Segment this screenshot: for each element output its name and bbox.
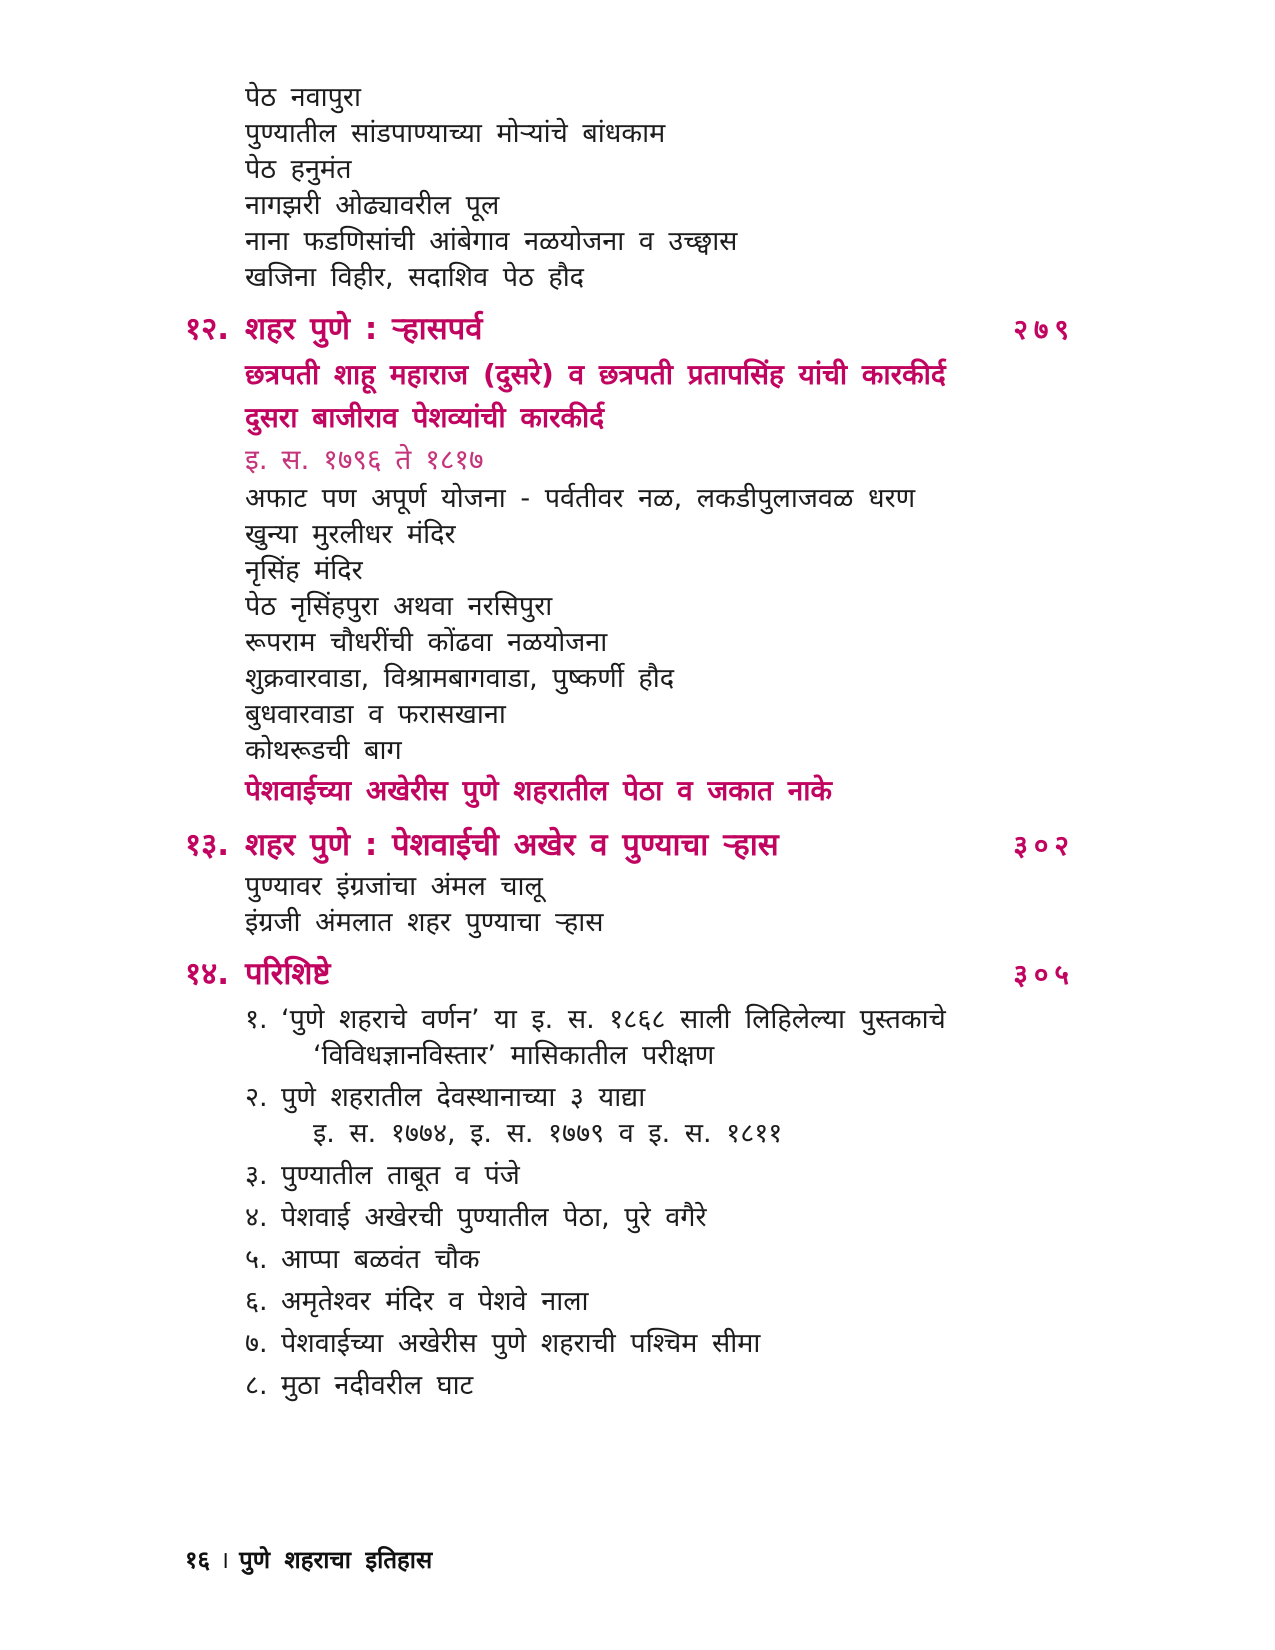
- chapter-heading-12: [185, 306, 1075, 353]
- appendix-item-number: ७.: [245, 1328, 268, 1359]
- appendix-item-number: १.: [245, 1004, 268, 1035]
- chapter-heading-14: [185, 951, 1075, 998]
- appendix-item-text: आप्पा बळवंत चौक: [281, 1244, 480, 1275]
- chapter-number: १४.: [185, 956, 230, 992]
- toc-sub-item: नृसिंह मंदिर: [245, 555, 363, 586]
- appendix-item-text: अमृतेश्वर मंदिर व पेशवे नाला: [281, 1286, 589, 1317]
- toc-sub-item: इ. स. १७९६ ते १८१७: [245, 443, 484, 476]
- toc-sub-item: दुसरा बाजीराव पेशव्यांची कारकीर्द: [245, 401, 605, 434]
- chapter-13-items: [185, 869, 1075, 941]
- chapter-page-number: ३०२: [1013, 829, 1075, 862]
- appendix-item-text: पेशवाई अखेरची पुण्यातील पेठा, पुरे वगैरे: [281, 1202, 707, 1233]
- toc-sub-item: कोथरूडची बाग: [245, 735, 402, 766]
- toc-sub-item: इंग्रजी अंमलात शहर पुण्याचा ऱ्हास: [245, 907, 604, 938]
- page-footer: [185, 1543, 432, 1576]
- toc-sub-item: रूपराम चौधरींची कोंढवा नळयोजना: [245, 627, 608, 658]
- appendix-item-text: इ. स. १७७४, इ. स. १७७९ व इ. स. १८११: [313, 1118, 783, 1149]
- appendix-item-number: २.: [245, 1082, 268, 1113]
- chapter-number: १२.: [185, 311, 230, 347]
- appendix-item: [185, 1200, 1075, 1236]
- appendix-item: [185, 1080, 1075, 1152]
- appendix-item: [185, 1158, 1075, 1194]
- chapter-number: १३.: [185, 827, 230, 863]
- toc-intro-list: [185, 80, 1075, 296]
- appendix-item: [185, 1326, 1075, 1362]
- toc-sub-item: पेशवाईच्या अखेरीस पुणे शहरातील पेठा व जकात नाके: [245, 774, 832, 807]
- appendix-item-text: पुणे शहरातील देवस्थानाच्या ३ याद्या: [281, 1082, 646, 1113]
- appendix-item-number: ५.: [245, 1244, 268, 1275]
- toc-sub-item: पुण्यावर इंग्रजांचा अंमल चालू: [245, 871, 543, 902]
- toc-sub-item: पेठ नृसिंहपुरा अथवा नरसिपुरा: [245, 591, 553, 622]
- chapter-12-items: [185, 353, 1075, 812]
- toc-sub-item: पुण्यातील सांडपाण्याच्या मोऱ्यांचे बांधकाम: [245, 118, 666, 149]
- footer-book-title: पुणे शहराचा इतिहास: [239, 1546, 433, 1574]
- appendix-item-text: मुठा नदीवरील घाट: [281, 1370, 474, 1401]
- chapter-title: शहर पुणे : ऱ्हासपर्व: [245, 311, 483, 347]
- appendix-item-number: ६.: [245, 1286, 268, 1317]
- chapter-title: परिशिष्टे: [245, 956, 331, 992]
- appendix-item-number: ४.: [245, 1202, 268, 1233]
- appendix-item-text: पेशवाईच्या अखेरीस पुणे शहराची पश्चिम सीमा: [281, 1328, 761, 1359]
- appendix-item: [185, 1242, 1075, 1278]
- toc-sub-item: नाना फडणिसांची आंबेगाव नळयोजना व उच्छ्वास: [245, 226, 738, 257]
- toc-sub-item: पेठ हनुमंत: [245, 154, 352, 185]
- chapter-page-number: २७९: [1013, 313, 1075, 346]
- appendix-item-number: ३.: [245, 1160, 268, 1191]
- toc-sub-item: बुधवारवाडा व फरासखाना: [245, 699, 506, 730]
- appendix-item: [185, 1368, 1075, 1404]
- toc-sub-item: छत्रपती शाहू महाराज (दुसरे) व छत्रपती प्रतापसिंह यांची कारकीर्द: [245, 358, 946, 391]
- appendix-item-text: पुण्यातील ताबूत व पंजे: [281, 1160, 520, 1191]
- appendix-item: [185, 1002, 1075, 1074]
- toc-sub-item: खुन्या मुरलीधर मंदिर: [245, 519, 456, 550]
- appendix-item: [185, 1284, 1075, 1320]
- footer-page-number: १६: [185, 1546, 210, 1574]
- toc-page: [185, 80, 1075, 1410]
- toc-sub-item: खजिना विहीर, सदाशिव पेठ हौद: [245, 262, 585, 293]
- appendix-item-text: ‘पुणे शहराचे वर्णन’ या इ. स. १८६८ साली लिहिलेल्या पुस्तकाचे: [281, 1004, 946, 1035]
- chapter-page-number: ३०५: [1013, 958, 1075, 991]
- footer-separator: ।: [219, 1546, 230, 1574]
- chapter-heading-13: [185, 822, 1075, 869]
- toc-sub-item: शुक्रवारवाडा, विश्रामबागवाडा, पुष्कर्णी हौद: [245, 663, 675, 694]
- appendix-item-text: ‘विविधज्ञानविस्तार’ मासिकातील परीक्षण: [313, 1040, 715, 1071]
- toc-sub-item: अफाट पण अपूर्ण योजना - पर्वतीवर नळ, लकडीपुलाजवळ धरण: [245, 483, 916, 514]
- toc-sub-item: नागझरी ओढ्यावरील पूल: [245, 190, 500, 221]
- appendix-list: [185, 1002, 1075, 1404]
- appendix-item-number: ८.: [245, 1370, 268, 1401]
- toc-sub-item: पेठ नवापुरा: [245, 82, 361, 113]
- chapter-title: शहर पुणे : पेशवाईची अखेर व पुण्याचा ऱ्हास: [245, 827, 779, 863]
